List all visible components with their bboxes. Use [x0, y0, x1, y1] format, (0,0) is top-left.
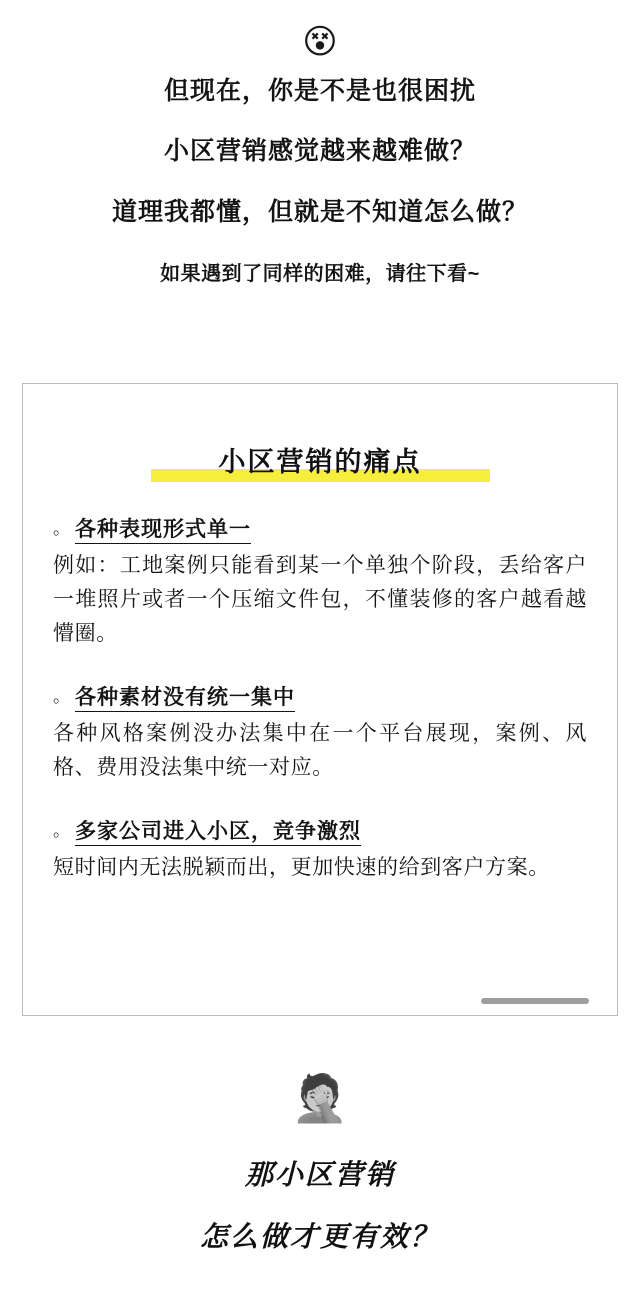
card-title: 小区营销的痛点: [213, 440, 428, 479]
card-title-container: [23, 440, 617, 479]
bottom-line-2: 怎么做才更有效？: [199, 1221, 440, 1252]
bullet-dot-icon: 。: [53, 519, 71, 538]
intro-block: [0, 76, 640, 287]
card-body: [23, 479, 617, 885]
pain-point-heading-text-3: 多家公司进入小区，竞争激烈: [75, 820, 361, 846]
pain-points-card: [22, 383, 618, 1016]
intro-note: 如果遇到了同样的困难，请往下看~: [160, 262, 480, 285]
pain-point-body-1: 例如：工地案例只能看到某一个单独个阶段，丢给客户一堆照片或者一个压缩文件包，不懂装修的客户越看越懵圈。: [53, 554, 587, 646]
dizzy-face-emoji: 😵: [302, 23, 338, 61]
bullet-dot-icon: 。: [53, 687, 71, 707]
intro-line-3: 道理我都懂，但就是不知道怎么做？: [111, 197, 528, 226]
pain-point-body-3: 短时间内无法脱颖而出，更加快速的给到客户方案。: [53, 856, 550, 880]
pain-point-heading-2: [53, 681, 587, 711]
bottom-line-1: 那小区营销: [244, 1159, 395, 1190]
top-emoji-container: [0, 0, 640, 62]
facepalm-icon: 🤦: [291, 1072, 349, 1124]
bullet-dot-icon: 。: [53, 821, 71, 841]
pain-point-heading-3: [53, 815, 587, 845]
pain-point-heading-text-1: 各种表现形式单一: [75, 518, 251, 544]
scroll-indicator: [481, 998, 589, 1004]
pain-point-heading-text-2: 各种素材没有统一集中: [75, 686, 295, 712]
pain-point-body-2: 各种风格案例没办法集中在一个平台展现，案例、风格、费用没法集中统一对应。: [53, 722, 587, 780]
intro-line-2: 小区营销感觉越来越难做？: [163, 137, 476, 166]
pain-point-heading-1: [53, 513, 587, 543]
intro-line-1: 但现在，你是不是也很困扰: [163, 77, 476, 105]
bottom-block: [0, 1072, 640, 1255]
